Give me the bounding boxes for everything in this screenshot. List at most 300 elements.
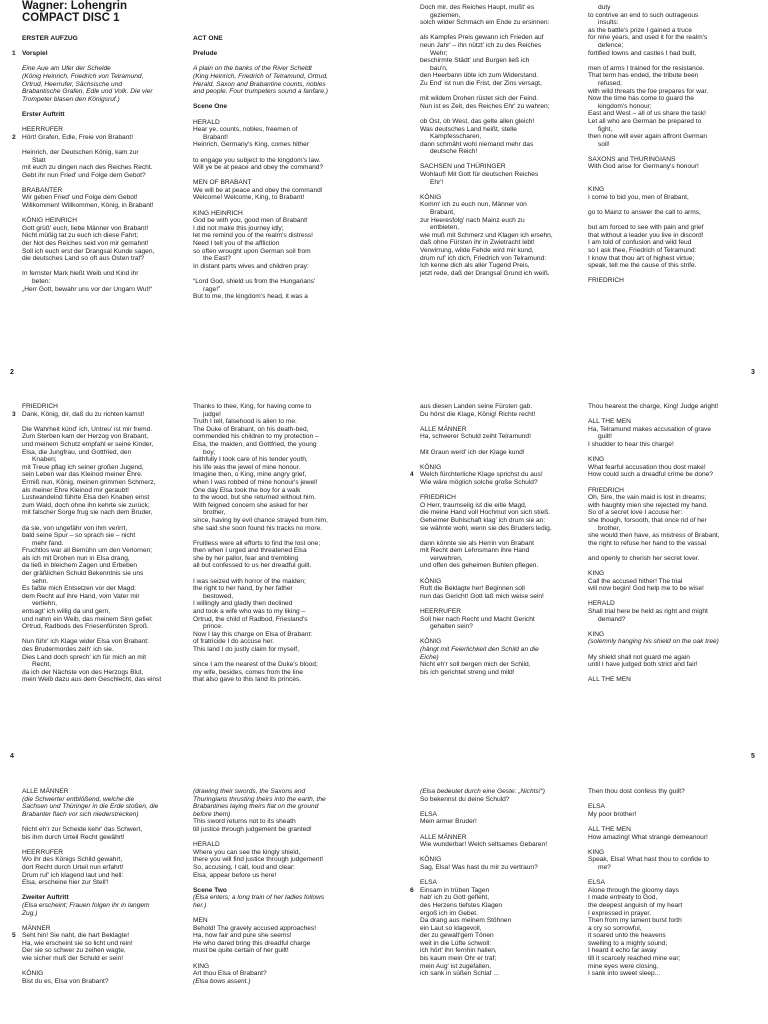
verse-line: Ortrud, the child of Radbod, Friesland's xyxy=(193,615,308,623)
verse-line: soil! xyxy=(598,140,610,148)
stage-direction: A plain on the banks of the River Scheldt xyxy=(193,65,312,73)
verse-line: insults: xyxy=(598,19,619,27)
line-spacer xyxy=(193,570,351,578)
line-spacer xyxy=(193,43,351,51)
verse-line: One day Elsa took the boy for a walk xyxy=(193,486,301,494)
line-spacer xyxy=(588,57,746,65)
verse-line: The Duke of Brabant, on his death-bed, xyxy=(193,425,309,433)
verse-line: Ortrud, Radbods des Friesenfürsten Sproß. xyxy=(22,623,149,631)
s3-col-german-2 xyxy=(410,788,580,978)
verse-line: How amazing! What strange demeanour! xyxy=(588,833,708,841)
verse-line: HERALD xyxy=(193,118,220,126)
line-spacer xyxy=(420,849,580,857)
verse-line: Heinrich, Germany's King, comes hither xyxy=(193,141,309,149)
verse-line: Willkommen! Willkommen, König, in Brabant! xyxy=(22,202,154,210)
verse-line: MEN OF BRABANT xyxy=(193,179,252,187)
line-spacer xyxy=(420,803,580,811)
verse-line: This sword returns not to its sheath xyxy=(193,818,296,826)
verse-line: ELSA xyxy=(420,879,437,887)
verse-line: In distant parts wives and children pray: xyxy=(193,262,309,270)
verse-line: kingdom's honour; xyxy=(598,102,652,110)
line-spacer xyxy=(193,834,351,842)
stage-direction: Eiche) xyxy=(420,653,439,661)
verse-line: neun Jahr' – ihn nützt' ich zu des Reiches xyxy=(420,41,542,49)
verse-line: Speak, Elsa! What hast thou to confide to xyxy=(588,856,709,864)
s1-col-german xyxy=(12,35,180,293)
verse-line: ob Ost, ob West, das gelte allen gleich! xyxy=(420,117,535,125)
line-spacer xyxy=(588,270,746,278)
verse-line: My shield shall not guard me again xyxy=(588,653,690,661)
verse-line: my wife, besides, comes from the line xyxy=(193,668,303,676)
verse-line: prince. xyxy=(203,623,223,631)
verse-line: Alone through the gloomy days xyxy=(588,886,679,894)
verse-line: Da drang aus meinem Stöhnen xyxy=(420,917,512,925)
stage-direction: and people. Four trumpeters sound a fanfare.) xyxy=(193,88,328,96)
verse-line: da sie, von ungefähr von ihm verirrt, xyxy=(22,524,128,532)
verse-line: Brabant! xyxy=(203,133,228,141)
verse-line: wie sicher muß der Schuld er sein! xyxy=(22,955,124,963)
s2-col-english-2 xyxy=(588,403,746,684)
line-spacer xyxy=(588,449,746,457)
verse-line: go to Mainz to answer the call to arms, xyxy=(588,209,701,217)
line-spacer xyxy=(588,669,746,677)
stage-direction: Ortrud, Heerrufer, Sächsische und xyxy=(22,80,123,88)
stage-direction: her.) xyxy=(193,901,207,909)
verse-line: I was seized with horror of the maiden; xyxy=(193,577,306,585)
verse-line: the right to her hand, by her father xyxy=(193,585,293,593)
line-spacer xyxy=(588,547,746,555)
stage-direction: (solemnly hanging his shield on the oak tree) xyxy=(588,638,719,646)
track-number: 4 xyxy=(410,471,414,479)
verse-line: demand? xyxy=(598,615,626,623)
verse-line: there you will find justice through judgement! xyxy=(193,856,324,864)
verse-line: Thanks to thee, King, for having come to xyxy=(193,403,312,410)
verse-line: Elsa, appear before us here! xyxy=(193,871,277,879)
line-spacer xyxy=(193,58,351,66)
verse-line: Nicht eh'r zur Scheide kehr' das Schwert, xyxy=(22,825,143,833)
verse-line: zum Wald, doch ohne ihn kehrte sie zurück; xyxy=(22,501,150,509)
verse-line: How could such a dreadful crime be done? xyxy=(588,471,713,479)
line-spacer xyxy=(588,796,746,804)
section-heading: Scene One xyxy=(193,103,228,111)
verse-line: Art thou Elsa of Brabant? xyxy=(193,970,267,978)
verse-line: beten: xyxy=(32,278,51,285)
s1-col-english xyxy=(193,35,351,301)
stage-direction: Brabanter flach vor sich niederstrecken) xyxy=(22,810,139,818)
verse-line: ALLE MÄNNER xyxy=(22,788,69,795)
verse-line: Call the accused hither! The trial xyxy=(588,577,683,585)
verse-line: aus diesen Landen seine Fürsten gab. xyxy=(420,403,533,410)
line-spacer xyxy=(588,646,746,654)
line-spacer xyxy=(193,149,351,157)
verse-line: Ha, wie erscheint sie so licht und rein! xyxy=(22,939,133,947)
verse-line: mein Weib dazu aus dem Geschlecht, das einst xyxy=(22,676,162,684)
line-spacer xyxy=(420,418,580,426)
verse-line: to the wood, but she returned without him. xyxy=(193,494,316,502)
line-spacer xyxy=(420,441,580,449)
verse-line: Truth I tell, falsehood is alien to me. xyxy=(193,418,297,426)
verse-line: the East? xyxy=(203,255,231,263)
verse-line: bau'n, xyxy=(430,64,448,72)
verse-line: Drum ruf' ich klagend laut und hell: xyxy=(22,871,124,879)
verse-line: der gräßlichen Schuld Bekenntnis sie uns xyxy=(22,570,144,578)
verse-line: Now I lay this charge on Elsa of Brabant: xyxy=(193,630,313,638)
verse-line: entsagt' ich willig da und gern, xyxy=(22,608,111,616)
stage-direction: Sachsen und Thüringer in die Erde stoßen, die xyxy=(22,803,159,811)
line-spacer xyxy=(22,43,180,51)
verse-line: Elsa, the maiden, and Gottfried, the young xyxy=(193,440,317,448)
verse-line: die deutsches Land so oft aus Osten traf? xyxy=(22,255,145,263)
verse-line: and took a wife who was to my liking – xyxy=(193,608,306,616)
verse-line: So of a secret love I accuse her: xyxy=(588,509,683,517)
verse-line: FRIEDRICH xyxy=(588,486,624,494)
verse-line: ELSA xyxy=(588,879,605,887)
verse-line: Fruchtlos war all Bemühn um den Verlornen; xyxy=(22,547,153,555)
line-text: Vorspiel xyxy=(22,50,48,58)
verse-line: KÖNIG xyxy=(22,970,44,978)
section-heading: Erster Auftritt xyxy=(22,110,65,118)
verse-line: then when I urged and threatened Elsa xyxy=(193,547,307,555)
verse-line: mein Aug' ist zugefallen, xyxy=(420,962,491,970)
verse-line: In fernster Mark hießt Weib und Kind ihr xyxy=(22,270,139,278)
verse-line: Ha, Telramund makes accusation of grave xyxy=(588,425,712,433)
verse-line: Fruitless were all efforts to find the lost one; xyxy=(193,539,321,547)
verse-line: nun das Gericht! Gott laß mich weise sein! xyxy=(420,592,544,600)
verse-line: swelling to a mighty sound; xyxy=(588,939,668,947)
verse-line: Wehr; xyxy=(430,49,448,57)
line-spacer xyxy=(588,872,746,880)
line-spacer xyxy=(420,631,580,639)
line-spacer xyxy=(588,841,746,849)
verse-line: “Lord God, shield us from the Hungarians' xyxy=(193,278,316,285)
verse-line: daß ohne Fürsten ihr in Zwietracht lebt! xyxy=(420,239,535,247)
verse-line: she said she soon found his tracks no more. xyxy=(193,524,323,532)
verse-line: then none will ever again affront German xyxy=(588,133,708,141)
verse-line: men of arms I trained for the resistance. xyxy=(588,64,705,72)
verse-line: Then from my lament burst forth xyxy=(588,917,682,925)
verse-line: und nahm ein Weib, das meinem Sinn gefiel: xyxy=(22,615,153,623)
verse-line: since, having by evil chance strayed from him, xyxy=(193,516,328,524)
verse-line: fight, xyxy=(598,125,613,133)
verse-line: mine eyes were closing, xyxy=(588,962,659,970)
line-spacer xyxy=(588,171,746,179)
verse-line: to contrive an end to such outrageous xyxy=(588,11,699,19)
verse-line: Nicht eh'r soll bergen mich der Schild, xyxy=(420,661,531,669)
verse-line: Gebt ihr nun Fried' und Folge dem Gebot? xyxy=(22,171,146,179)
stage-direction: Thuringians thrusting theirs into the earth, the xyxy=(193,795,326,803)
stage-direction: before them) xyxy=(193,810,231,818)
verse-line: Du hörst die Klage, König! Richte recht! xyxy=(420,410,536,418)
verse-line: Where you can see the kingly shield, xyxy=(193,848,301,856)
verse-line: Ha, how fair and pure she seems! xyxy=(193,932,292,940)
line-text: Seht hin! Sie naht, die hart Beklagte! xyxy=(22,932,130,940)
line-spacer xyxy=(22,141,180,149)
s2-col-german xyxy=(12,403,180,684)
verse-line: since I am the nearest of the Duke's blood; xyxy=(193,661,318,669)
verse-line: brother, xyxy=(203,509,226,517)
line-spacer xyxy=(22,103,180,111)
verse-line: mit wildem Drohen rüstet sich der Feind. xyxy=(420,95,538,103)
verse-line: with haughty mien she rejected my hand. xyxy=(588,501,708,509)
verse-line: den Heerbann übte ich zum Widerstand. xyxy=(420,72,539,80)
verse-line: Zum Sterben kam der Herzog von Brabant, xyxy=(22,433,149,441)
verse-line: I am told of confusion and wild feud xyxy=(588,239,692,247)
verse-line: as the battle's prize I gained a truce xyxy=(588,26,692,34)
track-number: 6 xyxy=(410,886,414,894)
line-spacer xyxy=(22,119,180,127)
verse-line: HEERRUFER xyxy=(420,608,462,616)
verse-line: but am forced to see with pain and grief xyxy=(588,224,704,232)
verse-line: it soared unto the heavens xyxy=(588,932,666,940)
verse-line: KÖNIG HEINRICH xyxy=(22,217,77,225)
opera-title: Wagner: Lohengrin xyxy=(22,0,127,12)
verse-line: duty xyxy=(598,4,611,11)
verse-line: hab' ich zu Gott gefleht, xyxy=(420,894,490,902)
verse-line: da ich der Nächste von des Herzogs Blut, xyxy=(22,668,144,676)
verse-line: me? xyxy=(598,863,611,871)
line-spacer xyxy=(22,179,180,187)
line-spacer xyxy=(420,110,580,118)
disc-label: COMPACT DISC 1 xyxy=(22,12,120,24)
verse-line: ELSA xyxy=(588,803,605,811)
verse-line: I expressed in prayer. xyxy=(588,909,652,917)
verse-line: let me remind you of the realm's distress! xyxy=(193,232,313,240)
verse-line: BRABANTER xyxy=(22,186,63,194)
verse-line: MEN xyxy=(193,917,208,925)
line-spacer xyxy=(193,111,351,119)
verse-line xyxy=(12,410,180,419)
line-text: Einsam in trüben Tagen xyxy=(420,886,490,894)
line-spacer xyxy=(22,263,180,271)
line-spacer xyxy=(193,910,351,918)
verse-line: KÖNIG xyxy=(420,577,442,585)
verse-line: dem Recht auf ihre Hand, vom Vater mir xyxy=(22,592,140,600)
section-heading: Zweiter Auftritt xyxy=(22,894,69,902)
track-number: 2 xyxy=(12,133,16,141)
verse-line: Brabant, xyxy=(430,209,455,217)
verse-line: until I have judged both strict and fair! xyxy=(588,661,698,669)
line-spacer xyxy=(22,517,180,525)
verse-line: till justice through judgement be granted! xyxy=(193,825,312,833)
line-spacer xyxy=(588,179,746,187)
line-spacer xyxy=(193,955,351,963)
verse-line: when I was robbed of mine honour's jewel! xyxy=(193,478,318,486)
verse-line: verliehn, xyxy=(32,600,57,608)
verse-line: till it scarcely reached mine ear; xyxy=(588,955,681,963)
verse-line: Heinrich, der Deutschen König, kam zur xyxy=(22,148,139,156)
line-text: Hört! Grafen, Edle, Freie von Brabant! xyxy=(22,133,134,141)
verse-line: Mein armer Bruder! xyxy=(420,818,477,826)
verse-line: Elsa, die Jungfrau, und Gottfried, den xyxy=(22,448,132,456)
line-spacer xyxy=(193,202,351,210)
verse-line: the right to refuse her hand to the vassal xyxy=(588,539,707,547)
verse-line: ergoß ich im Gebet. xyxy=(420,909,478,917)
verse-line: judge! xyxy=(203,410,221,418)
verse-line: drum ruf' ich dich, Friedrich von Telramund: xyxy=(420,254,547,262)
line-spacer xyxy=(22,631,180,639)
verse-line: Let all who are German be prepared to xyxy=(588,117,702,125)
verse-line: die meine Hand voll Hochmut von sich stieß. xyxy=(420,509,551,517)
line-spacer xyxy=(193,879,351,887)
verse-line: FRIEDRICH xyxy=(22,403,58,410)
page-number-right-2: 5 xyxy=(751,753,755,760)
verse-line: Wir geben Fried' und Folge dem Gebot! xyxy=(22,194,138,202)
verse-line: Gott grüß' euch, liebe Männer von Brabant! xyxy=(22,224,149,232)
stage-direction: (die Schwerter entblößend, welche die xyxy=(22,795,135,803)
verse-line: Ich kenne dich als aller Tugend Preis, xyxy=(420,262,530,270)
verse-line: Ermiß nun, König, meinen grimmen Schmerz, xyxy=(22,478,156,486)
verse-line: und meinem Schutz empfahl er seine Kinder, xyxy=(22,440,154,448)
verse-line: Sag, Elsa! Was hast du mir zu vertraun? xyxy=(420,863,538,871)
line-spacer xyxy=(22,841,180,849)
s2-col-english xyxy=(193,403,351,684)
verse-line: I shudder to hear this charge! xyxy=(588,440,674,448)
verse-line: KING xyxy=(588,186,605,194)
verse-line: KÖNIG xyxy=(420,463,442,471)
verse-line: HERALD xyxy=(193,841,220,849)
verse-line: mit falscher Sorge frug sie nach dem Bruder, xyxy=(22,509,153,517)
verse-line: Es faßte mich Entsetzen vor der Magd: xyxy=(22,585,136,593)
line-spacer xyxy=(22,963,180,971)
verse-line: This land I do justly claim for myself, xyxy=(193,646,299,653)
verse-line: KING xyxy=(193,962,210,970)
section-heading: ERSTER AUFZUG xyxy=(22,35,78,42)
line-spacer xyxy=(22,818,180,826)
verse-line: Mit Graun werd' ich der Klage kund! xyxy=(420,448,525,456)
line-spacer xyxy=(588,201,746,209)
verse-line: his life was the jewel of mine honour. xyxy=(193,463,301,471)
verse-line: KÖNIG xyxy=(420,856,442,864)
line-spacer xyxy=(588,593,746,601)
track-number: 1 xyxy=(12,50,16,58)
line-spacer xyxy=(420,600,580,608)
stage-direction: Brabantines laying theirs flat on the ground xyxy=(193,803,319,811)
verse-line: she by her pallor, fear and trembling xyxy=(193,554,299,562)
verse-line: My poor brother! xyxy=(588,810,637,818)
verse-line: a cry so sorrowful, xyxy=(588,924,642,932)
verse-line: Soll hier nach Recht und Macht Gericht xyxy=(420,615,535,623)
page-number-left: 2 xyxy=(10,369,14,376)
verse-line: rage!” xyxy=(203,285,221,293)
verse-line: ALL THE MEN xyxy=(588,825,631,833)
line-spacer xyxy=(193,172,351,180)
verse-line: bis kaum mein Ohr er traf; xyxy=(420,955,497,963)
verse-line: Need I tell you of the affliction xyxy=(193,240,280,248)
verse-line: als meiner Ehre Kleinod mir geraubt! xyxy=(22,486,130,494)
verse-line: Doch mir, des Reiches Haupt, mußt' es xyxy=(420,4,535,11)
line-spacer xyxy=(588,479,746,487)
verse-line: so I ask thee, Friedrich of Telramund: xyxy=(588,247,697,254)
verse-line: zur Heeresfolg' nach Mainz euch zu xyxy=(420,216,525,224)
verse-line: deutsche Reich! xyxy=(430,148,478,156)
section-heading: ACT ONE xyxy=(193,35,223,42)
verse-line: bis ihm durch Urteil Recht gewährt! xyxy=(22,833,125,841)
verse-line: that without a leader you live in discord! xyxy=(588,231,704,239)
verse-line: What fearful accusation thou dost make! xyxy=(588,463,706,471)
stage-direction: (König Heinrich, Friedrich von Telramund, xyxy=(22,72,144,80)
section-heading xyxy=(12,50,180,58)
stage-direction: (Elsa bedeutet durch eine Geste: „Nichts!“) xyxy=(420,788,545,795)
line-spacer xyxy=(420,186,580,194)
verse-line: Ha, schwerer Schuld zeiht Telramund! xyxy=(420,433,531,441)
verse-line: I made entreaty to God, xyxy=(588,894,658,902)
verse-line: I did not make this journey idly; xyxy=(193,224,284,232)
verse-line: und offen des geheimen Buhlen pflegen. xyxy=(420,562,539,570)
s1-col-english-2 xyxy=(588,4,746,285)
verse-line: she though, forsooth, that once rid of her xyxy=(588,516,707,524)
verse-line: Kampfesscharen, xyxy=(430,133,482,141)
verse-line: jetzt rede, daß der Drangsal Grund ich weiß. xyxy=(420,269,550,277)
line-spacer xyxy=(420,487,580,495)
verse-line: Ruft die Beklagte her! Beginnen soll xyxy=(420,585,525,593)
line-spacer xyxy=(588,562,746,570)
verse-line: But to me, the kingdom's head, it was a xyxy=(193,293,308,301)
line-spacer xyxy=(588,411,746,419)
verse-line: HEERRUFER xyxy=(22,126,64,134)
verse-line: der zu gewalt'gem Tönen xyxy=(420,932,494,940)
verse-line: Soll ich euch erst der Drangsal Kunde sagen, xyxy=(22,247,155,255)
verse-line: Oh, Sire, the vain maid is lost in dreams; xyxy=(588,494,707,502)
verse-line: Knaben; xyxy=(32,456,57,464)
section-heading: Scene Two xyxy=(193,886,227,894)
verse-line: KÖNIG xyxy=(420,193,442,201)
verse-line: KÖNIG xyxy=(420,638,442,646)
verse-line: wie muß mit Schmerz und Klagen ich ersehn, xyxy=(420,231,553,239)
verse-line: Recht, xyxy=(32,661,52,669)
line-spacer xyxy=(420,570,580,578)
verse-line: Dies Land doch sprech' ich für mich an mit xyxy=(22,653,147,661)
verse-line: Nun führ' ich Klage wider Elsa von Brabant: xyxy=(22,638,149,646)
verse-line: that also gave to this land its princes. xyxy=(193,676,302,684)
verse-line: I come to bid you, men of Brabant, xyxy=(588,193,689,201)
verse-line: That term has ended, the tribute been xyxy=(588,72,699,80)
verse-line: the deepest anguish of my heart xyxy=(588,901,683,909)
verse-line: Geheimer Buhlschaft klag' ich drum sie an: xyxy=(420,516,546,524)
verse-line: ich hört' ihn fernhin hallen, xyxy=(420,947,497,955)
line-spacer xyxy=(588,217,746,225)
verse-line: With God arise for Germany's honour! xyxy=(588,163,699,171)
verse-line: Behold! The gravely accused approaches! xyxy=(193,924,317,932)
verse-line: sehn. xyxy=(32,577,49,585)
verse-line xyxy=(12,932,180,940)
page-number-left-2: 4 xyxy=(10,753,14,760)
stage-direction: Brabantische Grafen, Edle und Volk. Die vier xyxy=(22,88,153,96)
verse-line: Wie wäre möglich solche große Schuld? xyxy=(420,478,538,486)
line-spacer xyxy=(420,456,580,464)
verse-line: He who dared bring this dreadful charge xyxy=(193,939,311,947)
line-spacer xyxy=(193,532,351,540)
line-spacer xyxy=(193,96,351,104)
verse-line: must be quite certain of her guilt! xyxy=(193,947,289,955)
verse-line: entbieten, xyxy=(430,224,459,232)
s3-col-german xyxy=(12,788,180,985)
verse-line: So bekennst du deine Schuld? xyxy=(420,795,510,803)
verse-line: SAXONS and THURINGIANS xyxy=(588,155,676,163)
verse-line: Komm' ich zu euch nun, Männer von xyxy=(420,201,527,209)
verse-line: brother, xyxy=(598,524,621,532)
verse-line: of fratricide I do accuse her. xyxy=(193,638,274,646)
verse-line: Then thou dost confess thy guilt? xyxy=(588,788,685,795)
verse-line: boy; xyxy=(203,448,216,456)
verse-line: der Not des Reiches seid von mir gemahnt! xyxy=(22,240,149,248)
verse-line: I sank into sweet sleep... xyxy=(588,970,661,978)
line-spacer xyxy=(193,654,351,662)
verse-line: des Brudermordes zeih' ich sie. xyxy=(22,646,114,653)
verse-line: Der sie so schwer zu zeihen wagte, xyxy=(22,947,126,955)
line-spacer xyxy=(22,887,180,895)
verse-line: mit euch zu dingen nach des Reiches Recht. xyxy=(22,164,153,172)
verse-line: and openly to cherish her secret lover. xyxy=(588,554,700,562)
